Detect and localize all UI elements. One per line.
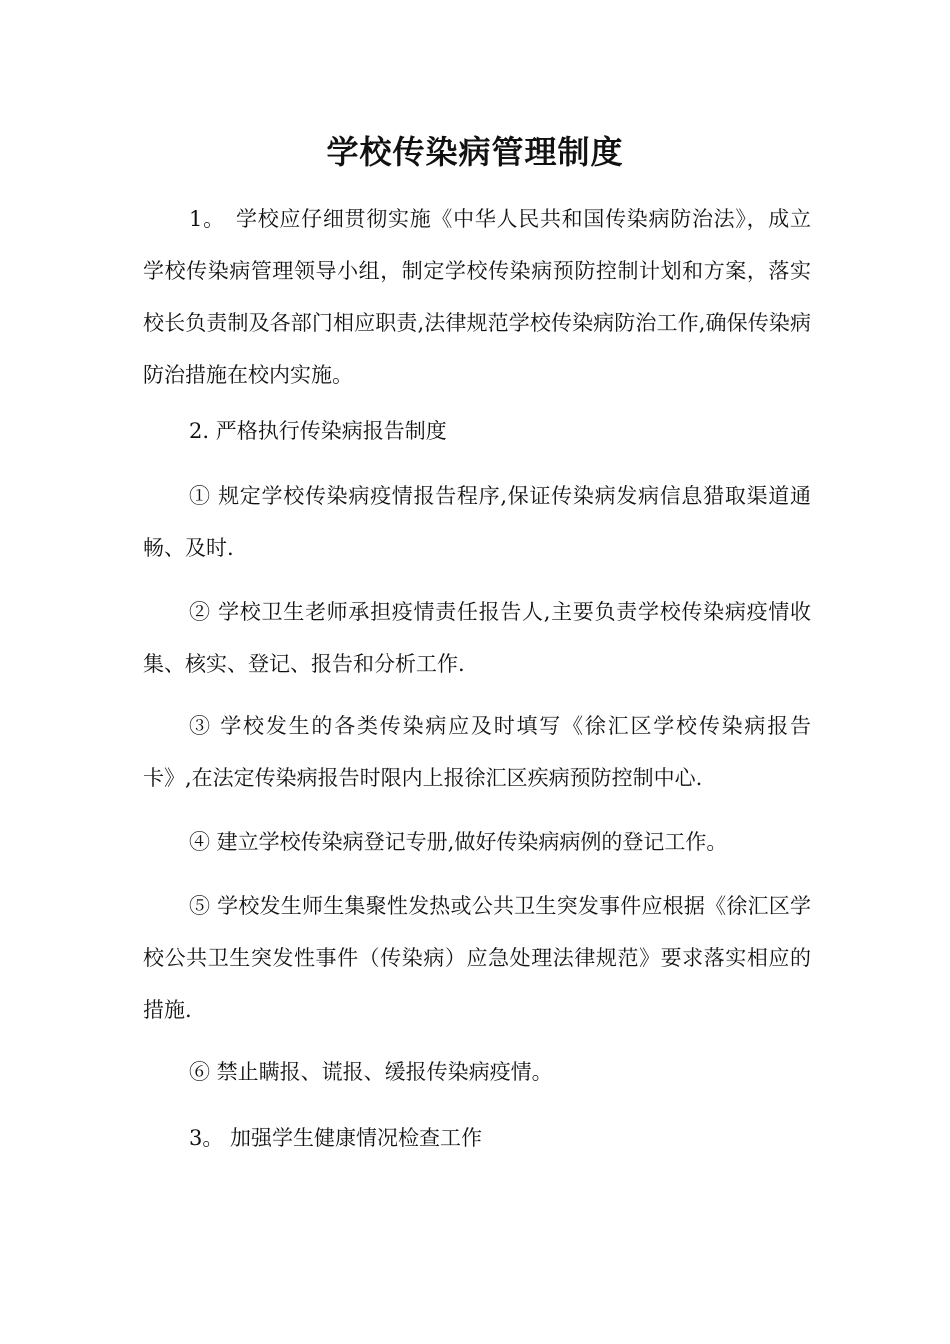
paragraph-1: 1。 学校应仔细贯彻实施《中华人民共和国传染病防治法》，成立学校传染病管理领导小组，制定学校传染病预防控制计划和方案，落实校长负责制及各部门相应职责,法律规范学校传染病防治工作,确保传染病防治措施在校内实施。 <box>143 207 811 387</box>
paragraph-2: 2. 严格执行传染病报告制度 <box>189 419 447 443</box>
paragraph-7: ⑤ 学校发生师生集聚性发热或公共卫生突发事件应根据《徐汇区学校公共卫生突发性事件（传染病）应急处理法律规范》要求落实相应的措施. <box>143 894 811 1022</box>
paragraph-9: 3。 加强学生健康情况检查工作 <box>189 1126 483 1150</box>
paragraph-3: ① 规定学校传染病疫情报告程序,保证传染病发病信息猎取渠道通畅、及时. <box>143 484 811 560</box>
document-title: 学校传染病管理制度 <box>326 133 624 171</box>
paragraph-5: ③ 学校发生的各类传染病应及时填写《徐汇区学校传染病报告卡》,在法定传染病报告时限内上报徐汇区疾病预防控制中心. <box>143 714 811 790</box>
paragraph-6: ④ 建立学校传染病登记专册,做好传染病病例的登记工作。 <box>189 830 728 854</box>
paragraph-4: ② 学校卫生老师承担疫情责任报告人,主要负责学校传染病疫情收集、核实、登记、报告和分析工作. <box>143 600 811 676</box>
paragraph-8: ⑥ 禁止瞒报、谎报、缓报传染病疫情。 <box>189 1060 553 1084</box>
